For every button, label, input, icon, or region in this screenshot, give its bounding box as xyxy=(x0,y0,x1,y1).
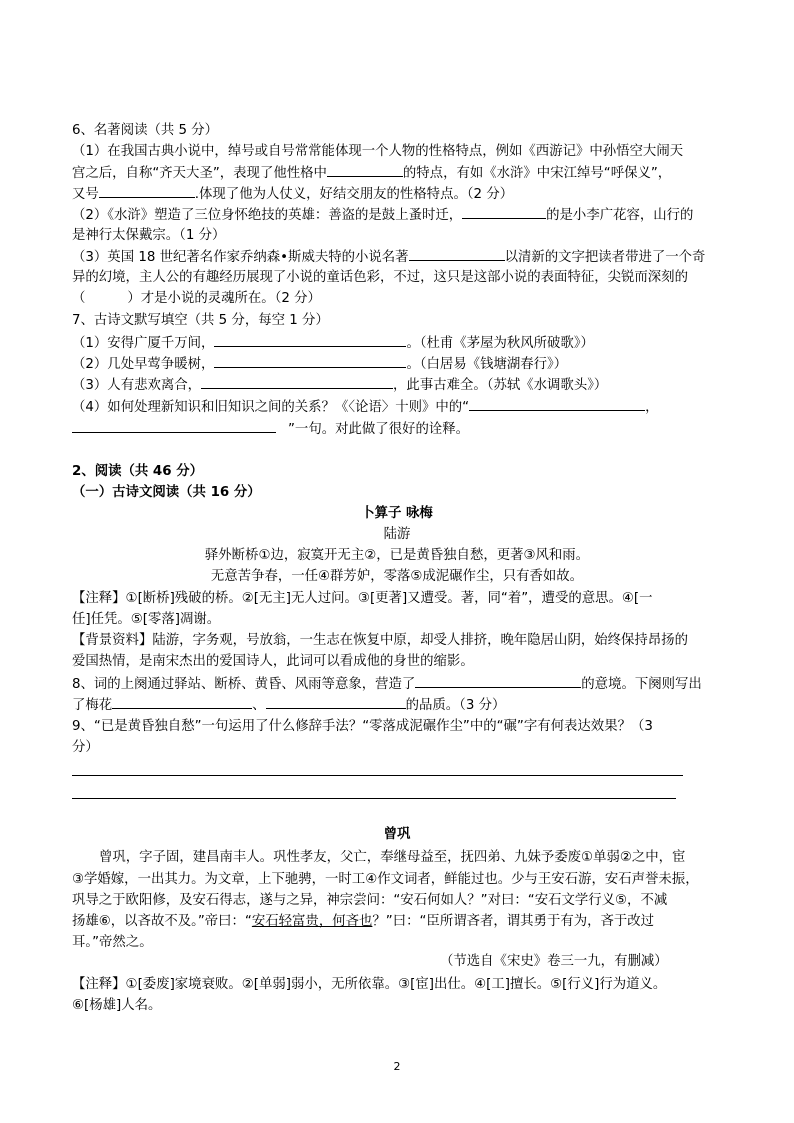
poem-line1: 驿外断桥①边，寂寞开无主②，已是黄昏独自愁，更著③风和雨。 xyxy=(204,548,590,563)
q6-blank-personality[interactable] xyxy=(327,163,403,177)
q6-part3-line1 xyxy=(72,247,705,268)
q8-line2 xyxy=(72,695,505,716)
q7-blank-4[interactable] xyxy=(469,397,645,411)
q7-item4-line1 xyxy=(72,397,658,418)
q6-part3-line3-text-b: ）才是小说的灵魂所在。（2 分） xyxy=(127,291,321,306)
q6-part1-line1: （1）在我国古典小说中，绰号或自号常常能体现一个人物的性格特点，例如《西游记》中孙悟空大闹天 xyxy=(72,144,684,159)
q7-item4-text-b: ， xyxy=(645,400,659,415)
poem-background-line2: 爱国热情，是南宋杰出的爱国诗人，此词可以看成他的身世的缩影。 xyxy=(72,654,474,669)
q6-blank-nickname[interactable] xyxy=(99,184,195,198)
q7-item4-text-c: ”一句。对此做了很好的诠释。 xyxy=(288,422,470,437)
prose-line1: 曾巩，字子固，建昌南丰人。巩性孝友，父亡，奉继母益至，抚四弟、九妹予委废①单弱②之中，宦 xyxy=(99,850,686,865)
q8-blank-quality-1[interactable] xyxy=(112,695,252,709)
q6-part1-line3-text-b: .体现了他为人仗义，好结交朋友的性格特点。（2 分） xyxy=(194,187,514,202)
q7-blank-5[interactable] xyxy=(72,419,276,433)
q9-line2: 分） xyxy=(72,740,99,755)
q6-part3-line1-text-a: （3）英国 18 世纪著名作家乔纳森•斯威夫特的小说名著 xyxy=(72,250,409,265)
prose-source: （节选自《宋史》卷三一九，有删减） xyxy=(440,954,668,969)
q8-line1-text-b: 的意境。下阕则写出 xyxy=(581,677,702,692)
q7-blank-2[interactable] xyxy=(214,354,406,368)
q7-item2-text-a: （2）几处早莺争暖树， xyxy=(72,357,215,372)
q8-line1-text-a: 8、词的上阕通过驿站、断桥、黄昏、风雨等意象，营造了 xyxy=(72,677,416,692)
q8-line2-text-c: 的品质。（3 分） xyxy=(405,698,506,713)
q9-line1: 9、“已是黄昏独自愁”一句运用了什么修辞手法？“零落成泥碾作尘”中的“碾”字有何表达效果？（3 xyxy=(72,719,653,734)
q7-item3 xyxy=(72,375,607,396)
prose-line3: 巩导之于欧阳修，及安石得志，遂与之异，神宗尝问：“安石何如人？”对曰：“安石文学行义⑤，不减 xyxy=(72,893,668,908)
prose-title: 曾巩 xyxy=(383,827,411,842)
q7-item1-text-a: （1）安得广厦千万间， xyxy=(72,336,215,351)
q6-title: 6、名著阅读（共 5 分） xyxy=(72,123,219,138)
q6-part3-line3-text-a: （ xyxy=(72,291,86,306)
q7-blank-3[interactable] xyxy=(201,375,393,389)
q8-line2-text-b: 、 xyxy=(252,698,266,713)
prose-line4 xyxy=(72,912,654,932)
q7-item2 xyxy=(72,354,567,375)
q8-blank-quality-2[interactable] xyxy=(266,695,406,709)
q6-part2-line1-text-a: （2）《水浒》塑造了三位身怀绝技的英雄：善盗的是鼓上蚤时迁， xyxy=(72,208,463,223)
prose-line4-text-a: 扬雄⑥，以吝故不及。”帝曰：“ xyxy=(72,914,252,929)
q6-blank-novel[interactable] xyxy=(409,247,505,261)
q6-part1-line2-text-a: 宫之后，自称“齐天大圣”，表现了他性格中 xyxy=(72,166,327,181)
q8-line2-text-a: 了梅花 xyxy=(72,698,113,713)
poem-notes-line1: 【注释】①[断桥]残破的桥。②[无主]无人过问。③[更著]又遭受。著，同“着”，遭受的意思。④[一 xyxy=(72,591,653,606)
q9-answer-line-1[interactable] xyxy=(72,775,683,776)
q6-part3-line2: 异的幻境，主人公的有趣经历展现了小说的童话色彩，不过，这只是这部小说的表面特征，尖锐而深刻的 xyxy=(72,270,688,285)
q9-answer-line-2[interactable] xyxy=(72,798,676,799)
q6-blank-hero[interactable] xyxy=(462,205,546,219)
poem-line2: 无意苦争春，一任④群芳妒，零落⑤成泥碾作尘，只有香如故。 xyxy=(210,569,584,584)
q7-item1-text-b: 。（杜甫《茅屋为秋风所破歌》） xyxy=(406,336,594,351)
poem-notes-line2: 任]任凭。⑤[零落]凋谢。 xyxy=(72,612,221,627)
q7-item3-text-b: ，此事古难全。（苏轼《水调歌头》） xyxy=(393,378,608,393)
q8-blank-mood[interactable] xyxy=(415,674,581,688)
q6-part1-line3 xyxy=(72,184,513,205)
prose-line5: 耳。”帝然之。 xyxy=(72,935,153,950)
prose-underlined-sentence: 安石轻富贵，何吝也 xyxy=(251,914,373,929)
q8-line1 xyxy=(72,674,702,695)
q6-part1-line3-text-a: 又号 xyxy=(72,187,99,202)
prose-notes-line1: 【注释】①[委废]家境衰败。②[单弱]弱小，无所依靠。③[宦]出仕。④[工]擅长。⑤[行义]行为道义。 xyxy=(72,977,667,992)
q6-part3-line1-text-b: 以清新的文字把读者带进了一个奇 xyxy=(504,250,706,265)
prose-line2: ③学婚嫁，一出其力。为文章，上下驰骋，一时工④作文词者，鲜能过也。少与王安石游，安石声誉未振， xyxy=(72,872,699,887)
q7-item2-text-b: 。（白居易《钱塘湖春行》） xyxy=(406,357,568,372)
prose-notes-line2: ⑥[杨雄]人名。 xyxy=(72,998,162,1013)
q6-part1-line2-text-b: 的特点，有如《水浒》中宋江绰号“呼保义”， xyxy=(402,166,672,181)
q6-part1-line2 xyxy=(72,163,671,184)
q7-item4-text-a: （4）如何处理新知识和旧知识之间的关系？《〈论语〉十则》中的“ xyxy=(72,400,470,415)
q6-part3-line3 xyxy=(72,289,321,309)
section2-title: 2、阅读（共 46 分） xyxy=(72,464,204,479)
q6-part2-line2: 是神行太保戴宗。（1 分） xyxy=(72,228,226,243)
section2-sub1-title: （一）古诗文阅读（共 16 分） xyxy=(72,485,261,500)
prose-line4-text-b: ？”曰：“臣所谓吝者，谓其勇于有为，吝于改过 xyxy=(372,914,655,929)
q7-item4-line2 xyxy=(72,419,469,440)
poem-background-line1: 【背景资料】陆游，字务观，号放翁，一生志在恢复中原，却受人排挤，晚年隐居山阴，始终保持昂扬的 xyxy=(72,633,688,648)
q7-item3-text-a: （3）人有悲欢离合， xyxy=(72,378,202,393)
poem-author: 陆游 xyxy=(383,527,411,542)
q7-blank-1[interactable] xyxy=(214,333,406,347)
q7-item1 xyxy=(72,333,594,354)
q6-part2-line1-text-b: 的是小李广花容，山行的 xyxy=(546,208,694,223)
page-number: 2 xyxy=(393,1060,401,1073)
q7-title: 7、古诗文默写填空（共 5 分，每空 1 分） xyxy=(72,313,329,328)
poem-title: 卜算子 咏梅 xyxy=(361,506,433,521)
q6-part2-line1 xyxy=(72,205,693,226)
